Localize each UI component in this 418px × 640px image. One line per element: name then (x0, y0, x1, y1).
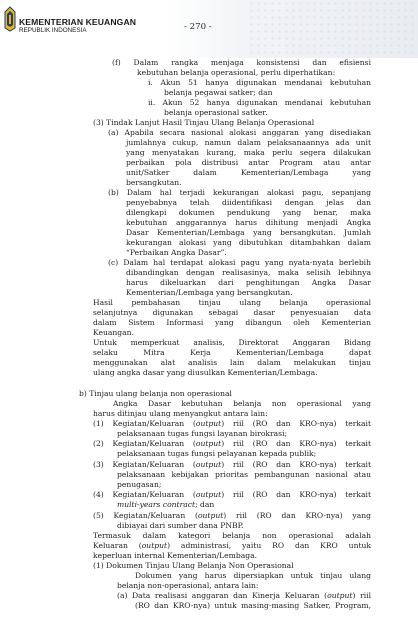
header-pattern (248, 0, 418, 58)
ministry-logo-icon (4, 6, 16, 32)
text-line: Termasuk dalam kategori belanja non operasional adalah (93, 531, 371, 540)
text-line: kebutuhan anggarannya harus dihitung menjadi Angka (126, 218, 371, 227)
text-line: (5) Kegiatan/Keluaran (output) riil (RO dan KRO-nya) yang (93, 511, 371, 520)
text-line: (RO dan KRO-nya) untuk masing-masing Satker, Program, (135, 601, 371, 610)
text-line: pelaksanaan tugas fungsi layanan birokrasi; (117, 429, 288, 438)
text-line: (1) Dokumen Tinjau Ulang Belanja Non Operasional (93, 561, 294, 570)
text-line: keperluan internal Kementerian/Lembaga. (93, 551, 258, 560)
text-line: (a) Apabila secara nasional alokasi anggaran yang disediakan (108, 128, 371, 137)
text-line: pelaksanaan kebijakan prioritas pembangunan nasional atau (117, 470, 371, 479)
text-line: jumlahnya cukup, namun dalam pelaksanaannya ada unit (126, 138, 371, 147)
text-line: perbaikan pola distribusi antar Program atau antar (126, 158, 371, 167)
text-line: (b) Dalam hal terjadi kekurangan alokasi pagu, sepanjang (108, 188, 371, 197)
text-line: (a) Data realisasi anggaran dan Kinerja Keluaran (output) riil (117, 591, 371, 600)
text-line: ulang angka dasar yang diusulkan Kementerian/Lembaga. (93, 368, 318, 377)
text-line: belanja operasional satker. (164, 108, 268, 117)
text-line: b) Tinjau ulang belanja non operasional (79, 389, 232, 398)
text-line: (c) Dalam hal terdapat alokasi pagu yang nyata-nyata berlebih (108, 258, 371, 267)
text-line: yang menyatakan kurang, maka perlu segera dilakukan (126, 148, 371, 157)
text-line: Kementerian/Lembaga yang bersangkutan. (126, 288, 293, 297)
text-line: (1) Kegiatan/Keluaran (output) riil (RO dan KRO-nya) terkait (93, 419, 371, 428)
text-line: (2) Kegiatan/Keluaran (output) riil (RO dan KRO-nya) terkait (93, 439, 371, 448)
page-header (0, 0, 418, 58)
text-line: kebutuhan belanja operasional, perlu diperhatikan: (137, 68, 336, 77)
text-line: Keuangan. (93, 328, 134, 337)
text-line: multi-years contract; dan (117, 500, 215, 509)
text-line: belanja pegawai satker; dan (164, 88, 273, 97)
text-line: penyebabnya telah diidentifikasi dengan jelas dan (126, 198, 371, 207)
text-line: kekurangan alokasi yang dibutuhkan ditambahkan dalam (126, 238, 371, 247)
text-line: dilengkapi dokumen pendukung yang benar, maka (126, 208, 371, 217)
text-line: unit/Satker dalam Kementerian/Lembaga yang (126, 168, 371, 177)
text-line: harus dikeluarkan dari penghitungan Angka Dasar (126, 278, 371, 287)
text-line: i. Akun 51 hanya digunakan mendanai kebutuhan (148, 78, 371, 87)
text-line: belanja non-operasional, antara lain: (117, 581, 259, 590)
text-line: (3) Tindak Lanjut Hasil Tinjau Ulang Belanja Operasional (93, 118, 315, 127)
text-line: Keluaran (output) administrasi, yaitu RO dan KRO untuk (93, 541, 372, 550)
text-line: pelaksanaan tugas fungsi pelayanan kepada publik; (117, 449, 317, 458)
text-line: ii. Akun 52 hanya digunakan mendanai kebutuhan (148, 98, 371, 107)
text-line: dalam Sistem Informasi yang dibangun oleh Kementerian (93, 318, 371, 327)
text-line: penugasan; (117, 480, 162, 489)
text-line: dibandingkan dengan realisasinya, maka selisih lebihnya (126, 268, 371, 277)
text-line: Angka Dasar kebutuhan belanja non operasional yang (113, 399, 371, 408)
text-line: Hasil pembahasan tinjau ulang belanja operasional (93, 298, 371, 307)
text-line: (f) Dalam rangka menjaga konsistensi dan efisiensi (112, 58, 371, 67)
page-number: - 270 - (184, 22, 212, 32)
text-line: “Perbaikan Angka Dasar”. (126, 248, 227, 257)
text-line: menggunakan alat analisis lain dalam melakukan tinjau (93, 358, 371, 367)
text-line: dibiayai dari sumber dana PNBP. (117, 521, 244, 530)
text-line: Dokumen yang harus dipersiapkan untuk tinjau ulang (135, 571, 371, 580)
text-line: (4) Kegiatan/Keluaran (output) riil (RO dan KRO-nya) terkait (93, 490, 371, 499)
org-name: KEMENTERIAN KEUANGAN (19, 17, 137, 27)
text-line: bersangkutan. (126, 178, 182, 187)
text-line: selaku Mitra Kerja Kementerian/Lembaga dapat (93, 348, 371, 357)
text-line: Untuk memperkuat analisis, Direktorat Anggaran Bidang (93, 338, 371, 347)
text-line: harus ditinjau ulang menyangkut antara lain: (93, 409, 268, 418)
text-line: Dasar Kementerian/Lembaga yang bersangkutan. Jumlah (126, 228, 371, 237)
text-line: selanjutnya digunakan sebagai dasar penyesuaian data (93, 308, 371, 317)
text-line: (3) Kegiatan/Keluaran (output) riil (RO dan KRO-nya) terkait (93, 460, 371, 469)
org-subtitle: REPUBLIK INDONESIA (19, 27, 87, 34)
